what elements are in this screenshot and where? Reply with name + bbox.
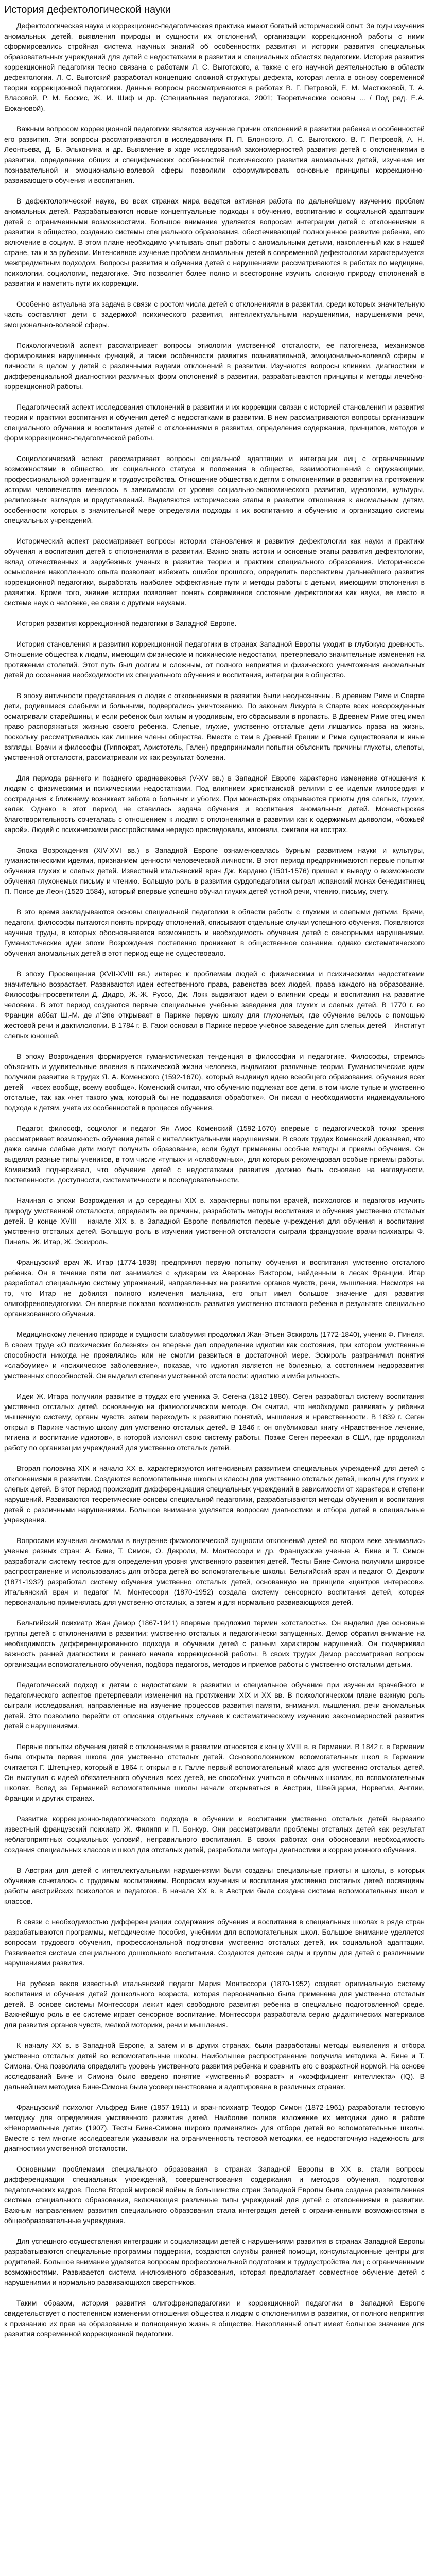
paragraph: Важным вопросом коррекционной педагогики является изучение причин отклонений в развитии ребенка и особенностей его развития. Эти вопросы рассматриваются в исследованиях П. П. Блонского, Л. С. Выготского, В. Г. Петровой, А. Н. Леонтьева, Д. Б. Эльконина и др. Выявление в ходе исследований закономерностей развития детей с отклонениями в развитии, определение общих и специфических особенностей психического развития аномальных детей, изучение их познавательной и эмоционально-волевой сферы позволили сформулировать основные принципы коррекционно-развивающего обучения и воспитания. (4, 125, 425, 184)
paragraph: В эпоху античности представления о людях с отклонениями в развитии были неоднозначны. В древнем Риме и Спарте дети, родившиеся слабыми и больными, подвергались уничтожению. По законам Ликурга в Спарте всех новорожденных осматривали старейшины, и если ребенок был хилым и уродливым, его сбрасывали в пропасть. В Древнем Риме отец имел право распоряжаться жизнью своего ребенка. Слепые, глухие, умственно отсталые дети лишались права на жизнь, поскольку рассматривались как лишние члены общества. Вместе с тем в Древней Греции и Риме существовали и иные взгляды. Врачи и философы (Гиппократ, Аристотель, Гален) предпринимали попытки объяснить причины глухоты, слепоты, умственной отсталости, рассматривали их как результат болезни. (4, 691, 425, 761)
paragraph: В Австрии для детей с интеллектуальными нарушениями были созданы специальные приюты и школы, в которых обучение сочеталось с трудовым воспитанием. Вопросам изучения и воспитания умственно отсталых детей посвящены работы австрийских психологов и педагогов. В начале XX в. в Австрии была создана система вспомогательных школ и классов. (4, 1866, 425, 1905)
document-body (4, 21, 425, 2339)
paragraph: Педагогический аспект исследования отклонений в развитии и их коррекции связан с историей становления и развития теории и практики воспитания и обучения детей с недостатками в развитии. В нем рассматриваются вопросы организации специального обучения и воспитания детей с отклонениями в развитии, определения содержания, принципов, методов и форм коррекционно-педагогической работы. (4, 403, 425, 442)
paragraph: Дефектологическая наука и коррекционно-педагогическая практика имеют богатый исторический опыт. За годы изучения аномальных детей, выявления природы и сущности их отклонений, организации коррекционной работы с ними сформировались стройная система научных знаний об особенностях развития и истории развития специальных образовательных учреждений для детей с недостатками в развитии и специальных областях педагогики. История развития коррекционной педагогики тесно связана с работами Л. С. Выготского, а также с его научной деятельностью в области дефектологии. Л. С. Выготский разработал концепцию сложной структуры дефекта, которая легла в основу современной теории коррекционной педагогики. Данные вопросы рассматриваются в работах В. Г. Петровой, Е. М. Мастюковой, Т. А. Власовой, Р. М. Боскис, Ж. И. Шиф и др. (Специальная педагогика, 2001; Теоретические основы ... / Под ред. Е.А. Екжановой). (4, 22, 425, 112)
paragraph: Основными проблемами специального образования в странах Западной Европы в XX в. стали вопросы дифференциации специальных учреждений, совершенствования содержания и методов обучения, подготовки педагогических кадров. После Второй мировой войны в большинстве стран Западной Европы была создана разветвленная система специального образования, включающая различные типы учреждений для детей с отклонениями в развитии. Важным направлением развития специального образования стала интеграция детей с ограниченными возможностями в общеобразовательные учреждения. (4, 2165, 425, 2225)
paragraph: Медицинскому лечению природе и сущности слабоумия продолжил Жан-Этьен Эскироль (1772-1840), ученик Ф. Пинеля. В своем труде «О психических болезнях» он впервые дал определение идиотии как состояния, при котором умственные способности никогда не проявлялись или не смогли развиться в достаточной мере. Эскироль разграничил понятия «слабоумие» и «психическое заболевание», показав, что идиотия является не болезнью, а состоянием недоразвития умственных способностей. Он выделил степени умственной отсталости: идиотию и имбецильность. (4, 1330, 425, 1380)
paragraph: В эпоху Возрождения формируется гуманистическая тенденция в философии и педагогике. Философы, стремясь объяснить и удивительные явления в психической жизни человека, выдвигают различные теории. Гуманистические идеи получили развитие в трудах Я. А. Коменского (1592-1670), который выдвинул идею всеобщего образования, обучения всех детей – «всех вообще, всему вообще». Коменский считал, что обучению подлежат все дети, в том числе тупые и умственно отсталые, так как «нет такого ума, который бы не поддавался обработке». Он писал о необходимости индивидуального подхода к детям, учета их особенностей в процессе обучения. (4, 1052, 425, 1112)
paragraph: История становления и развития коррекционной педагогики в странах Западной Европы уходит в глубокую древность. Отношение общества к людям, имеющим физические и психические недостатки, претерпевало значительные изменения на протяжении столетий. Этот путь был долгим и сложным, от полного неприятия и физического уничтожения аномальных детей до осознания необходимости их специального обучения и воспитания, интеграции в общество. (4, 640, 425, 679)
page-title: История дефектологической науки (4, 4, 171, 15)
paragraph: Развитие коррекционно-педагогического подхода в обучении и воспитании умственно отсталых детей выразило известный французский психиатр Ж. Филипп и П. Бонкур. Они рассматривали проблемы отсталых детей как результат неблагоприятных социальных условий, неправильного воспитания. В своих работах они обосновали необходимость создания специальных классов и школ для отсталых детей, разработали методы диагностики и коррекционного обучения. (4, 1815, 425, 1854)
paragraph: Исторический аспект рассматривает вопросы истории становления и развития дефектологии как науки и практики обучения и воспитания детей с отклонениями в развитии. Важно знать истоки и основные этапы развития дефектологии, вклад отечественных и зарубежных ученых в развитие теории и практики специального образования. Историческое осмысление накопленного опыта позволяет избежать ошибок прошлого, определить перспективы дальнейшего развития коррекционной педагогики, выработать наиболее эффективные пути и методы работы с детьми, имеющими отклонения в развитии. Кроме того, знание истории позволяет понять современное состояние дефектологии как науки, ее место в системе наук о человеке, ее связи с другими науками. (4, 537, 425, 607)
paragraph: Для успешного осуществления интеграции и социализации детей с нарушениями развития в странах Западной Европы разрабатываются специальные программы поддержки, создаются службы ранней помощи, консультационные центры для родителей. Большое внимание уделяется вопросам профессиональной подготовки и трудоустройства лиц с ограниченными возможностями. Развивается система инклюзивного образования, которая предполагает совместное обучение детей с нарушениями и нормально развивающихся сверстников. (4, 2237, 425, 2286)
paragraph: Социологический аспект рассматривает вопросы социальной адаптации и интеграции лиц с ограниченными возможностями в общество, их социального статуса и положения в обществе, взаимоотношений с окружающими, профессиональной ориентации и трудоустройства. Отношение общества к детям с отклонениями в развитии на протяжении истории человечества менялось в зависимости от уровня социально-экономического развития, идеологии, культуры, религиозных взглядов и представлений. Выделяются исторические этапы в развитии отношения к аномальным детям, особенности которых в значительной мере определяли подходы к их воспитанию и обучению и организацию системы специальных учреждений. (4, 454, 425, 524)
paragraph: В это время закладываются основы специальной педагогики в области работы с глухими и слепыми детьми. Врачи, педагоги, философы пытаются понять природу отклонений, описывают отдельные случаи успешного обучения. Появляются научные труды, в которых обосновывается возможность и необходимость обучения детей с сенсорными нарушениями. Гуманистические идеи эпохи Возрождения постепенно проникают в общественное сознание, однако систематического обучения аномальных детей в этот период еще не существовало. (4, 908, 425, 957)
paragraph: Французский психолог Альфред Бине (1857-1911) и врач-психиатр Теодор Симон (1872-1961) разработали тестовую методику для определения умственного развития детей. Наиболее полное изложение их методики дано в работе «Ненормальные дети» (1907). Тесты Бине-Симона широко применялись для отбора детей во вспомогательные школы. Вместе с тем многие исследователи указывали на ограниченность тестовой методики, ее недостаточную надежность для диагностики умственной отсталости. (4, 2103, 425, 2153)
paragraph: Педагогический подход к детям с недостатками в развитии и специальное обучение при изучении врачебного и педагогического аспектов претерпевали изменения на протяжении XIX и XX вв. В психологическом плане важную роль сыграли исследования, направленные на изучение процессов развития памяти, внимания, мышления, речи аномальных детей. Это позволило перейти от описания отдельных случаев к систематическому изучению закономерностей развития детей с нарушениями. (4, 1681, 425, 1730)
paragraph: К началу XX в. в Западной Европе, а затем и в других странах, были разработаны методы выявления и отбора умственно отсталых детей во вспомогательные школы. Наибольшее распространение получила методика А. Бине и Т. Симона. Она позволила определить уровень умственного развития ребенка и сравнить его с возрастной нормой. На основе исследований Бине и Симона было введено понятие «умственный возраст» и «коэффициент интеллекта» (IQ). В дальнейшем методика Бине-Симона была усовершенствована и адаптирована в различных странах. (4, 2041, 425, 2091)
paragraph: В связи с необходимостью дифференциации содержания обучения и воспитания в специальных школах в ряде стран разрабатываются программы, методические пособия, учебники для вспомогательных школ. Большое внимание уделяется вопросам трудового обучения, профессиональной подготовки умственно отсталых детей, их социальной адаптации. Развивается система специального дошкольного воспитания. Создаются детские сады и группы для детей с различными нарушениями развития. (4, 1918, 425, 1967)
paragraph: Идеи Ж. Итара получили развитие в трудах его ученика Э. Сегена (1812-1880). Сеген разработал систему воспитания умственно отсталых детей, основанную на физиологическом методе. Он считал, что необходимо развивать у ребенка мышечную систему, органы чувств, затем переходить к развитию понятий, мышления и нравственности. В 1839 г. Сеген открыл в Париже частную школу для умственно отсталых детей. В 1846 г. он опубликовал книгу «Нравственное лечение, гигиена и воспитание идиотов», в которой изложил свою систему работы. Позже Сеген переехал в США, где продолжал работу по организации учреждений для умственно отсталых детей. (4, 1392, 425, 1452)
paragraph: Педагог, философ, социолог и педагог Ян Амос Коменский (1592-1670) впервые с педагогической точки зрения рассматривает возможность обучения детей с интеллектуальными нарушениями. В своих трудах Коменский доказывал, что даже самые слабые дети могут получить образование, если будут применены особые методы и приемы обучения. Он выделял разные типы учеников, в том числе «тупых» и «слабоумных», для которых рекомендовал особые приемы работы. Коменский подчеркивал, что обучение детей с недостатками развития должно быть основано на наглядности, постепенности, доступности, систематичности и последовательности. (4, 1124, 425, 1184)
paragraph: Бельгийский психиатр Жан Демор (1867-1941) впервые предложил термин «отсталость». Он выделил две основные группы детей с отклонениями в развитии: умственно отсталых и педагогически запущенных. Демор обратил внимание на необходимость дифференцированного подхода в обучении детей с разным характером нарушений. Он подчеркивал важность ранней диагностики и раннего начала коррекционной работы. В своих трудах Демор рассматривал вопросы организации вспомогательного обучения, подбора педагогов, методов и приемов работы с умственно отсталыми детьми. (4, 1619, 425, 1668)
paragraph: Французский врач Ж. Итар (1774-1838) предпринял первую попытку обучения и воспитания умственно отсталого ребенка. Он в течение пяти лет занимался с «дикарем из Аверона» Виктором, найденным в лесах Франции. Итар разработал специальную систему упражнений, направленных на развитие органов чувств, речи, мышления. Несмотря на то, что Итар не добился полного излечения мальчика, его опыт имел большое значение для развития олигофренопедагогики. Он впервые показал возможность развития умственно отсталого ребенка в результате специально организованного обучения. (4, 1258, 425, 1318)
paragraph: Особенно актуальна эта задача в связи с ростом числа детей с отклонениями в развитии, среди которых значительную часть составляют дети с задержкой психического развития, интеллектуальными нарушениями, нарушениями речи, эмоционально-волевой сферы. (4, 300, 425, 329)
paragraph: Эпоха Возрождения (XIV-XVI вв.) в Западной Европе ознаменовалась бурным развитием науки и культуры, гуманистическими идеями, признанием ценности человеческой личности. В этот период предпринимаются первые попытки обучения глухих и слепых детей. Известный итальянский врач Дж. Кардано (1501-1576) пришел к выводу о возможности обучения глухонемых письму и чтению. Большую роль в развитии сурдопедагогики сыграл испанский монах-бенедиктинец П. Понсе де Леон (1520-1584), который впервые успешно обучал глухих детей устной речи, чтению, письму, счету. (4, 846, 425, 895)
paragraph: На рубеже веков известный итальянский педагог Мария Монтессори (1870-1952) создает оригинальную систему воспитания и обучения детей дошкольного возраста, которая первоначально была применена для умственно отсталых детей. В основе системы Монтессори лежит идея свободного развития ребенка в специально подготовленной среде. Важнейшую роль в ее системе играет сенсорное воспитание. Монтессори разработала серию дидактических материалов для развития органов чувств, мелкой моторики, речи и мышления. (4, 1979, 425, 2029)
paragraph: Психологический аспект рассматривает вопросы этиологии умственной отсталости, ее патогенеза, механизмов формирования нарушенных функций, а также особенности развития познавательной, эмоционально-волевой сферы и личности в целом у детей с различными видами отклонений в развитии. Изучаются вопросы клиники, диагностики и дифференциальной диагностики различных форм отклонений в развитии, разрабатываются принципы и методы лечебно-коррекционной работы. (4, 341, 425, 391)
paragraph: Таким образом, история развития олигофренопедагогики и коррекционной педагогики в Западной Европе свидетельствует о постепенном изменении отношения общества к людям с отклонениями в развитии, от полного неприятия к признанию их прав на образование и полноценную жизнь в обществе. Накопленный опыт имеет большое значение для развития современной коррекционной педагогики. (4, 2299, 425, 2338)
paragraph: Начиная с эпохи Возрождения и до середины XIX в. характерны попытки врачей, психологов и педагогов изучить природу умственной отсталости, определить ее причины, разработать методы воспитания и обучения умственно отсталых детей. В конце XVIII – начале XIX в. в Западной Европе появляются первые учреждения для обучения и воспитания умственно отсталых детей. Большую роль в изучении умственной отсталости сыграли французские врачи-психиатры Ф. Пинель, Ж. Итар, Ж. Эскироль. (4, 1196, 425, 1246)
paragraph: Вопросами изучения аномалии в внутренне-физиологической сущности отклонений детей во втором веке занимались ученые разных стран: А. Бине, Т. Симон, О. Декроли, М. Монтессори и др. Французские ученые А. Бине и Т. Симон разработали систему тестов для определения уровня умственного развития детей. Тесты Бине-Симона получили широкое распространение и использовались для отбора детей во вспомогательные школы. Бельгийский врач и педагог О. Декроли (1871-1932) разработал систему обучения умственно отсталых детей, основанную на принципе «центров интересов». Итальянский врач и педагог М. Монтессори (1870-1952) создала систему сенсорного воспитания детей, которая первоначально применялась для умственно отсталых, а затем и для нормально развивающихся детей. (4, 1536, 425, 1606)
paragraph: В дефектологической науке, во всех странах мира ведется активная работа по дальнейшему изучению проблем аномальных детей. Разрабатываются новые концептуальные подходы к обучению, воспитанию и социальной адаптации детей с ограниченными возможностями. Большое внимание уделяется вопросам интеграции детей с отклонениями в развитии в общество, созданию системы специального образования, обеспечивающей полноценное развитие ребенка, его включение в социум. В этом плане необходимо учитывать опыт работы с аномальными детьми, накопленный как в нашей стране, так и за рубежом. Интенсивное изучение проблем аномальных детей в современной дефектологии характеризуется межпредметным подходом. Вопросы развития и обучения детей с нарушениями рассматриваются в работах по медицине, психологии, социологии, педагогике. Это позволяет более полно и всесторонне изучить сложную природу отклонений в развитии и наметить пути их коррекции. (4, 197, 425, 287)
paragraph: В эпоху Просвещения (XVII-XVIII вв.) интерес к проблемам людей с физическими и психическими недостатками значительно возрастает. Развиваются идеи естественного права, равенства всех людей, права каждого на образование. Философы-просветители Д. Дидро, Ж.-Ж. Руссо, Дж. Локк выдвигают идеи о влиянии среды и воспитания на развитие человека. В этот период создаются первые специальные учебные заведения для глухих и слепых детей. В 1770 г. во Франции аббат Ш.-М. де л’Эпе открывает в Париже первую школу для глухонемых, где обучение велось с помощью жестовой речи и дактилологии. В 1784 г. В. Гаюи основал в Париже первое учебное заведение для слепых детей – Институт слепых юношей. (4, 970, 425, 1040)
paragraph: История развития коррекционной педагогики в Западной Европе. (16, 619, 237, 628)
paragraph: Вторая половина XIX и начало XX в. характеризуются интенсивным развитием специальных учреждений для детей с отклонениями в развитии. Создаются вспомогательные школы и классы для умственно отсталых детей, школы для глухих и слепых детей. В этот период происходит дифференциация специальных учреждений в зависимости от характера и степени нарушений. Развиваются теоретические основы специальной педагогики, разрабатываются методы обучения и воспитания детей с различными нарушениями. Большое внимание уделяется вопросам диагностики и отбора детей в специальные учреждения. (4, 1464, 425, 1524)
paragraph: Для периода раннего и позднего средневековья (V-XV вв.) в Западной Европе характерно изменение отношения к людям с физическими и психическими недостатками. Под влиянием христианской религии с ее идеями милосердия и сострадания к ближнему возникает забота о больных и убогих. При монастырях открываются приюты для слепых, глухих, калек. Однако в этот период не ставилась задача обучения и воспитания аномальных детей. Монастырская благотворительность сочеталась с отношением к людям с отклонениями в развитии как к одержимым дьяволом, «божьей карой». Людей с психическими расстройствами нередко преследовали, изгоняли, сжигали на кострах. (4, 774, 425, 834)
paragraph: Первые попытки обучения детей с отклонениями в развитии относятся к концу XVIII в. в Германии. В 1842 г. в Германии была открыта первая школа для умственно отсталых детей. Основоположником вспомогательных школ в Германии считается Г. Штетцнер, который в 1864 г. открыл в г. Галле первый вспомогательный класс для умственно отсталых детей. Он выступил с идеей обязательного обучения всех детей, не способных учиться в обычных школах, во вспомогательных школах. Вслед за Германией вспомогательные школы начали открываться в Австрии, Швейцарии, Норвегии, Англии, Франции и других странах. (4, 1742, 425, 1802)
